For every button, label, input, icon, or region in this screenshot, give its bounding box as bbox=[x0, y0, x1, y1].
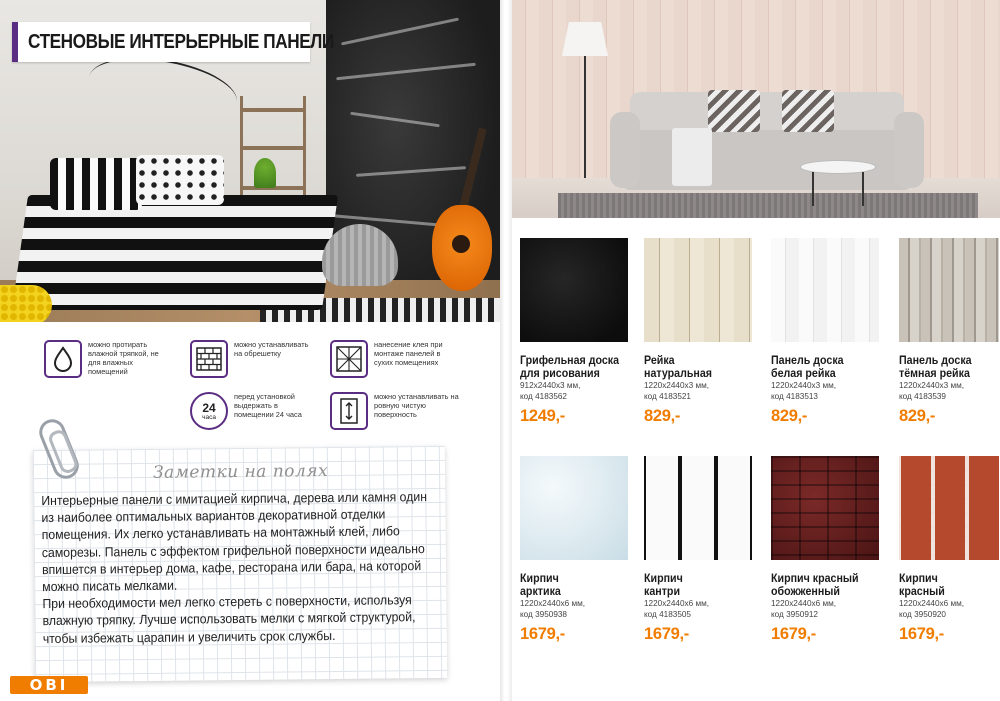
product-code: код 4183539 bbox=[899, 392, 946, 401]
product-size: 1220x2440x6 мм, bbox=[644, 599, 709, 608]
plant bbox=[254, 158, 276, 188]
page-title bbox=[12, 22, 334, 62]
product-card bbox=[520, 456, 642, 644]
feature-water bbox=[44, 340, 166, 378]
notes-title: Заметки на полях bbox=[152, 461, 329, 483]
chevron-cushion bbox=[708, 90, 760, 132]
product-name: Кирпич кантри bbox=[644, 572, 683, 598]
product-price: 1249,- bbox=[520, 407, 565, 425]
striped-bed bbox=[12, 195, 338, 310]
product-code: код 4183505 bbox=[644, 610, 691, 619]
water-drop-icon bbox=[44, 340, 82, 378]
product-size: 1220x2440x3 мм, bbox=[771, 381, 836, 390]
product-size: 1220x2440x3 мм, bbox=[644, 381, 709, 390]
product-code: код 3950912 bbox=[771, 610, 818, 619]
product-swatch bbox=[899, 238, 999, 342]
level-surface-icon bbox=[330, 392, 368, 430]
product-swatch bbox=[644, 456, 752, 560]
living-room-photo bbox=[512, 0, 1000, 218]
product-price: 1679,- bbox=[644, 625, 689, 643]
feature-glue bbox=[330, 340, 456, 378]
product-code: код 3950920 bbox=[899, 610, 946, 619]
product-name: Панель доска тёмная рейка bbox=[899, 354, 972, 380]
chevron-cushion bbox=[782, 90, 834, 132]
rug bbox=[558, 193, 978, 218]
product-card bbox=[771, 456, 893, 644]
product-card bbox=[899, 456, 999, 644]
product-price: 829,- bbox=[771, 407, 808, 425]
brick-wall-icon bbox=[190, 340, 228, 378]
notes-paragraph: Интерьерные панели с имитацией кирпича, дерева или камня один из наиболее оптимальных вариантов декоративной отделки помещения. Их легко устанавливать на монтажный клей, либо саморезы. Панель с эффектом грифельной поверхности идеально впишется в интерьер дома, кафе, ресторана или бара, на которой можно писать мелками. bbox=[41, 489, 428, 595]
glue-grid-icon bbox=[330, 340, 368, 378]
blanket bbox=[672, 128, 712, 186]
page-title-text: СТЕНОВЫЕ ИНТЕРЬЕРНЫЕ ПАНЕЛИ bbox=[28, 30, 334, 53]
feature-text: нанесение клея при монтаже панелей в сухих помещениях bbox=[374, 340, 443, 367]
feature-text: можно устанавливать на обрешетку bbox=[234, 340, 309, 358]
feature-24h bbox=[190, 392, 312, 430]
product-swatch bbox=[520, 238, 628, 342]
product-size: 1220x2440x6 мм, bbox=[771, 599, 836, 608]
product-card bbox=[644, 456, 766, 644]
product-price: 1679,- bbox=[520, 625, 565, 643]
product-swatch bbox=[771, 456, 879, 560]
product-card bbox=[644, 238, 766, 426]
striped-pillow bbox=[50, 158, 142, 210]
product-code: код 4183521 bbox=[644, 392, 691, 401]
product-price: 1679,- bbox=[899, 625, 944, 643]
clock-24-icon: 24 часа bbox=[190, 392, 228, 430]
product-name: Грифельная доска для рисования bbox=[520, 354, 620, 380]
product-swatch bbox=[899, 456, 999, 560]
feature-level bbox=[330, 392, 466, 430]
product-size: 1220x2440x6 мм, bbox=[520, 599, 585, 608]
product-name: Панель доска белая рейка bbox=[771, 354, 844, 380]
notes-card bbox=[33, 446, 447, 682]
bedroom-photo bbox=[0, 0, 500, 322]
product-size: 912x2440x3 мм, bbox=[520, 381, 581, 390]
product-code: код 3950938 bbox=[520, 610, 567, 619]
feature-batten bbox=[190, 340, 312, 378]
product-swatch bbox=[520, 456, 628, 560]
product-code: код 4183513 bbox=[771, 392, 818, 401]
product-card bbox=[520, 238, 642, 426]
feature-text: можно устанавливать на ровную чистую поверхность bbox=[374, 392, 459, 419]
product-price: 829,- bbox=[644, 407, 681, 425]
dotted-pillow bbox=[136, 155, 224, 205]
product-name: Рейка натуральная bbox=[644, 354, 713, 380]
product-name: Кирпич красный обожженный bbox=[771, 572, 859, 598]
notes-paragraph: При необходимости мел легко стереть с поверхности, используя влажную тряпку. Лучше использовать мелки с мягкой структурой, чтобы избежать царапин и увеличить срок службы. bbox=[42, 592, 416, 646]
product-swatch bbox=[644, 238, 752, 342]
product-price: 1679,- bbox=[771, 625, 816, 643]
right-page bbox=[512, 0, 1000, 701]
product-size: 1220x2440x3 мм, bbox=[899, 381, 964, 390]
page-gutter bbox=[500, 0, 512, 701]
yellow-ottoman bbox=[0, 285, 52, 322]
product-size: 1220x2440x6 мм, bbox=[899, 599, 964, 608]
product-name: Кирпич арктика bbox=[520, 572, 561, 598]
floor-lamp bbox=[562, 22, 608, 56]
notes-body bbox=[41, 488, 442, 647]
product-price: 829,- bbox=[899, 407, 936, 425]
product-swatch bbox=[771, 238, 879, 342]
feature-text: можно протирать влажной тряпкой, не для влажных помещений bbox=[88, 340, 159, 376]
feature-text: перед установкой выдержать в помещении 24 часа bbox=[234, 392, 302, 419]
product-code: код 4183562 bbox=[520, 392, 567, 401]
product-card bbox=[899, 238, 999, 426]
product-name: Кирпич красный bbox=[899, 572, 945, 598]
obi-logo: OBI bbox=[10, 676, 88, 694]
product-card bbox=[771, 238, 893, 426]
